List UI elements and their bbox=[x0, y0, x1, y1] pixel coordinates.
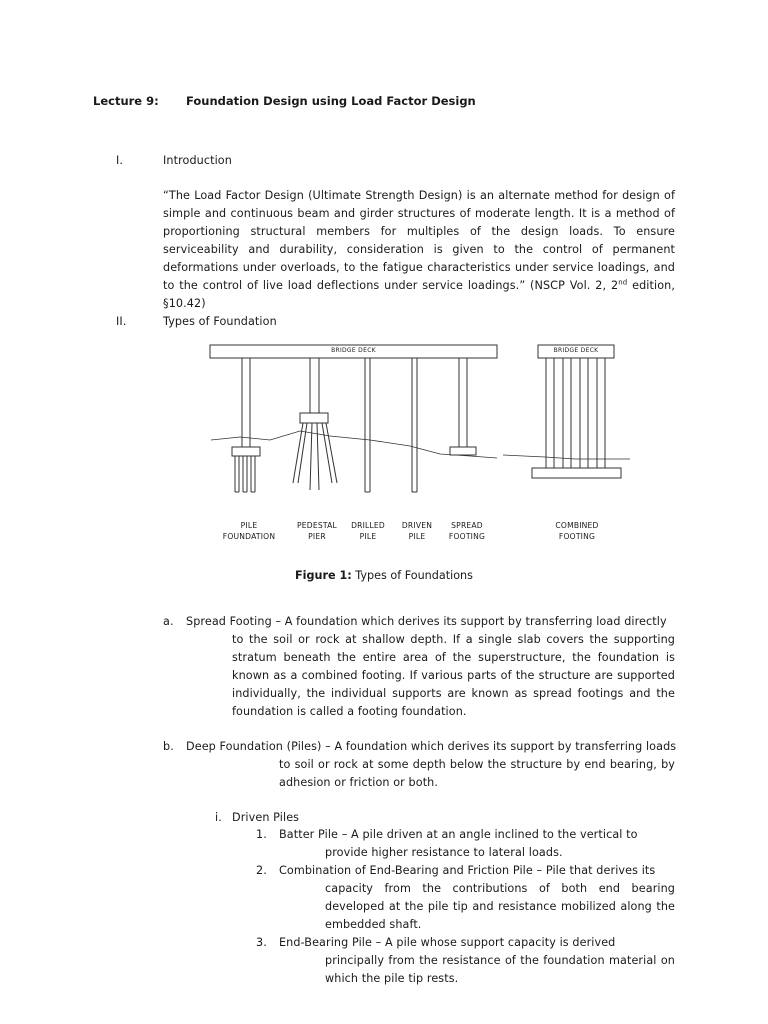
section-heading-types: Types of Foundation bbox=[163, 315, 277, 328]
figure-caption: Figure 1: Types of Foundations bbox=[295, 569, 473, 582]
lecture-number: Lecture 9: bbox=[93, 94, 159, 108]
intro-quote: “The Load Factor Design (Ultimate Strength Design) is an alternate method for design of simple and continuous beam and girder structures of moderate length. It is a method of proportioning structural members for multiples of the design loads. To ensure serviceability and durability, consideration is given to the control of permanent deformations under overloads, to the fatigue characteristics under service loadings, and to the control of live load deflections under service loadings.” (NSCP Vol. 2, 2nd edition, §10.42) bbox=[163, 189, 675, 310]
label-drilled-pile: DRILLED PILE bbox=[351, 521, 385, 541]
section-heading-intro: Introduction bbox=[163, 154, 232, 167]
driven-pile-drawing bbox=[412, 358, 417, 492]
item-a-body: to the soil or rock at shallow depth. If a single slab covers the supporting stratum beneath the entire area of the superstructure, the foundation is known as a combined footing. If various parts of the structure are supported individually, the individual supports are known as spread footings and the foundation is called a footing foundation. bbox=[232, 633, 675, 718]
item-a-marker: a. bbox=[163, 615, 174, 628]
section-numeral-types: II. bbox=[116, 315, 127, 328]
bridge-deck-label-left: BRIDGE DECK bbox=[331, 347, 376, 354]
list-item-2-number: 2. bbox=[256, 864, 267, 877]
label-spread-footing: SPREAD FOOTING bbox=[448, 521, 486, 541]
label-combined-footing: COMBINED FOOTING bbox=[555, 521, 599, 541]
item-a-first-line: Spread Footing – A foundation which derives its support by transferring load directly bbox=[186, 615, 667, 628]
ground-line-right bbox=[503, 455, 630, 459]
label-driven-pile: DRIVEN PILE bbox=[401, 521, 433, 541]
pile-foundation-drawing bbox=[232, 358, 260, 492]
list-item-3-body: principally from the resistance of the foundation material on which the pile tip rests. bbox=[325, 954, 675, 985]
spread-footing-drawing bbox=[450, 358, 476, 455]
driven-piles-heading: Driven Piles bbox=[232, 811, 300, 824]
label-pile-foundation: PILE FOUNDATION bbox=[222, 521, 276, 541]
pedestal-pier-drawing bbox=[293, 358, 337, 490]
list-item-3-first-line: End-Bearing Pile – A pile whose support capacity is derived bbox=[279, 936, 616, 949]
list-item-2-body: capacity from the contributions of both end bearing developed at the pile tip and resistance mobilized along the embedded shaft. bbox=[325, 882, 675, 931]
item-b-body: to soil or rock at some depth below the structure by end bearing, by adhesion or friction or both. bbox=[279, 758, 675, 789]
list-item-1-body: provide higher resistance to lateral loads. bbox=[325, 846, 563, 859]
combined-footing-drawing bbox=[532, 358, 621, 478]
list-item-2-first-line: Combination of End-Bearing and Friction Pile – Pile that derives its bbox=[279, 864, 656, 877]
driven-piles-marker: i. bbox=[215, 811, 222, 824]
section-numeral-intro: I. bbox=[116, 154, 124, 167]
drilled-pile-drawing bbox=[365, 358, 370, 492]
list-item-3-number: 3. bbox=[256, 936, 267, 949]
lecture-title: Foundation Design using Load Factor Design bbox=[186, 94, 476, 108]
item-b-marker: b. bbox=[163, 740, 174, 753]
list-item-1-number: 1. bbox=[256, 828, 267, 841]
bridge-deck-label-right: BRIDGE DECK bbox=[553, 347, 599, 354]
item-b-first-line: Deep Foundation (Piles) – A foundation which derives its support by transferring loads bbox=[186, 740, 677, 753]
label-pedestal-pier: PEDESTAL PIER bbox=[297, 521, 337, 541]
list-item-1-first-line: Batter Pile – A pile driven at an angle inclined to the vertical to bbox=[279, 828, 638, 841]
